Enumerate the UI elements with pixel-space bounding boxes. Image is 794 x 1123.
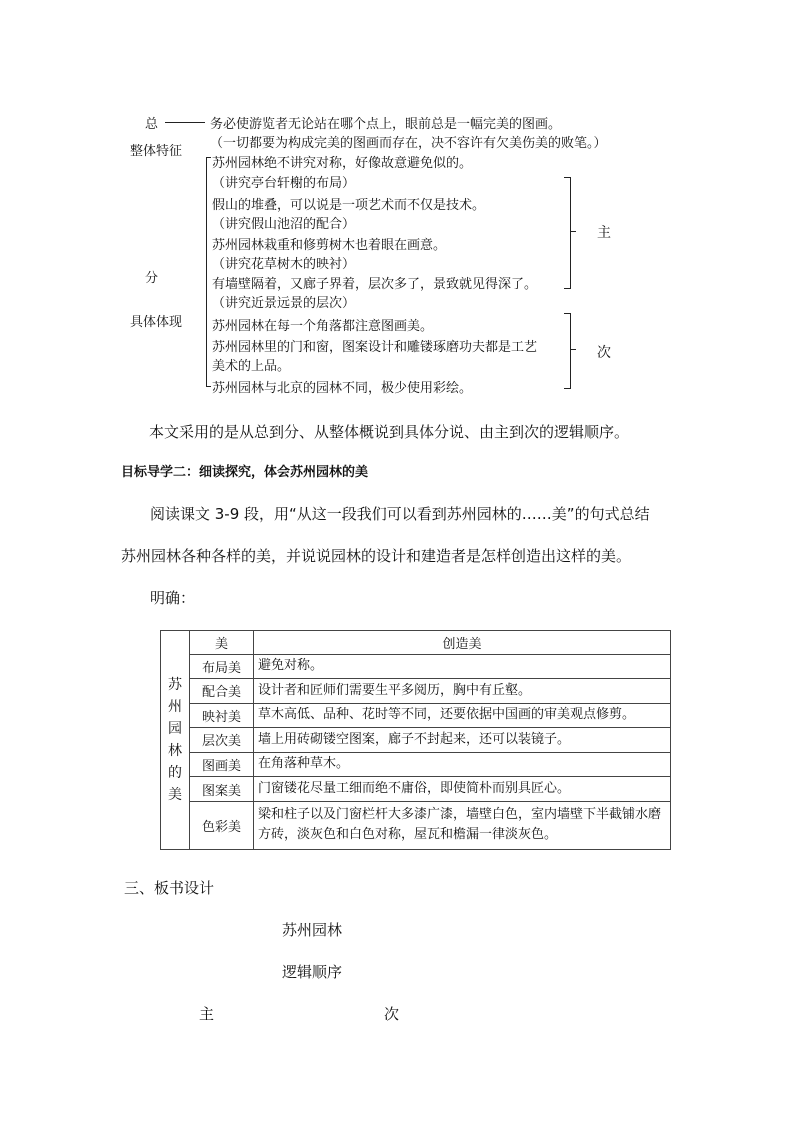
beauty-table (160, 630, 671, 850)
point-4-note: （讲究近景远景的层次） (212, 296, 356, 311)
row-kind: 色彩美 (190, 801, 254, 849)
table-row (161, 777, 671, 802)
table-header-row (161, 631, 671, 655)
point-6-cont: 美术的上品。 (212, 359, 291, 374)
point-5: 苏州园林在每一个角落都注意图画美。 (212, 319, 434, 334)
header-create: 创造美 (254, 631, 671, 655)
point-2: 假山的堆叠，可以说是一项艺术而不仅是技术。 (212, 198, 486, 213)
row-kind: 布局美 (190, 654, 254, 679)
row-kind: 配合美 (190, 679, 254, 704)
zhu-bracket-tick (571, 231, 576, 232)
row-how: 在角落种草木。 (254, 752, 671, 777)
row-how: 门窗镂花尽量工细而绝不庸俗，即使简朴而别具匠心。 (254, 777, 671, 802)
zhu-bracket-top (564, 177, 571, 178)
table-row (161, 801, 671, 849)
ci-label: 次 (597, 345, 611, 361)
row-kind: 图画美 (190, 752, 254, 777)
row-kind: 层次美 (190, 728, 254, 753)
header-beauty: 美 (190, 631, 254, 655)
zhu-bracket-line (570, 177, 571, 289)
table-row (161, 752, 671, 777)
detail-label: 具体体现 (130, 315, 183, 330)
section2-heading: 目标导学二：细读探究，体会苏州园林的美 (121, 465, 369, 480)
fen-brace-bottom (206, 386, 211, 387)
row-how: 避免对称。 (254, 654, 671, 679)
point-6: 苏州园林里的门和窗，图案设计和雕镂琢磨功夫都是工艺 (212, 340, 538, 355)
row-kind: 图案美 (190, 777, 254, 802)
summary-paragraph: 本文采用的是从总到分、从整体概说到具体分说、由主到次的逻辑顺序。 (149, 423, 630, 441)
clarify-label: 明确： (150, 589, 196, 607)
row-how: 墙上用砖砌镂空图案，廊子不封起来，还可以装镜子。 (254, 728, 671, 753)
ci-bracket-line (570, 313, 571, 389)
board-zhu: 主 (199, 1005, 215, 1023)
row-how: 草木高低、品种、花时等不同，还要依据中国画的审美观点修剪。 (254, 703, 671, 728)
point-4: 有墙壁隔着，又廊子界着，层次多了，景致就见得深了。 (212, 277, 538, 292)
whole-feature-label: 整体特征 (130, 144, 183, 159)
ci-bracket-tick (571, 349, 576, 350)
task-line-1: 阅读课文 3-9 段，用“从这一段我们可以看到苏州园林的……美”的句式总结 (150, 505, 650, 523)
row-how: 梁和柱子以及门窗栏杆大多漆广漆，墙壁白色，室内墙壁下半截铺水磨方砖，淡灰色和白色对称，屋瓦和檐漏一律淡灰色。 (254, 801, 671, 849)
table-row (161, 728, 671, 753)
row-kind: 映衬美 (190, 703, 254, 728)
zhu-label: 主 (597, 225, 611, 241)
point-1: 苏州园林绝不讲究对称，好像故意避免似的。 (212, 156, 473, 171)
zong-text: 务必使游览者无论站在哪个点上，眼前总是一幅完美的图画。 (210, 117, 562, 132)
zong-label: 总 (145, 117, 159, 132)
zong-note: （一切都要为构成完美的图画而存在，决不容许有欠美伤美的败笔。） (210, 136, 607, 151)
task-line-2: 苏州园林各种各样的美，并说说园林的设计和建造者是怎样创造出这样的美。 (121, 547, 632, 565)
point-7: 苏州园林与北京的园林不同，极少使用彩绘。 (212, 381, 473, 396)
board-title: 苏州园林 (282, 921, 343, 939)
zong-connector (165, 122, 205, 123)
fen-brace-line (206, 157, 207, 387)
point-3: 苏州园林栽重和修剪树木也着眼在画意。 (212, 238, 447, 253)
point-2-note: （讲究假山池沼的配合） (212, 217, 356, 232)
ci-bracket-top (564, 313, 571, 314)
row-how: 设计者和匠师们需要生平多阅历，胸中有丘壑。 (254, 679, 671, 704)
table-row (161, 679, 671, 704)
point-3-note: （讲究花草树木的映衬） (212, 257, 356, 272)
board-ci: 次 (384, 1005, 400, 1023)
board-order: 逻辑顺序 (282, 963, 343, 981)
section3-heading: 三、板书设计 (124, 879, 215, 897)
ci-bracket-bottom (564, 388, 571, 389)
fen-brace-top (206, 157, 211, 158)
zhu-bracket-bottom (564, 288, 571, 289)
table-row (161, 703, 671, 728)
point-1-note: （讲究亭台轩榭的布局） (212, 176, 356, 191)
table-side-label: 苏州园林的美 (161, 631, 190, 850)
table-row (161, 654, 671, 679)
fen-label: 分 (145, 271, 159, 286)
